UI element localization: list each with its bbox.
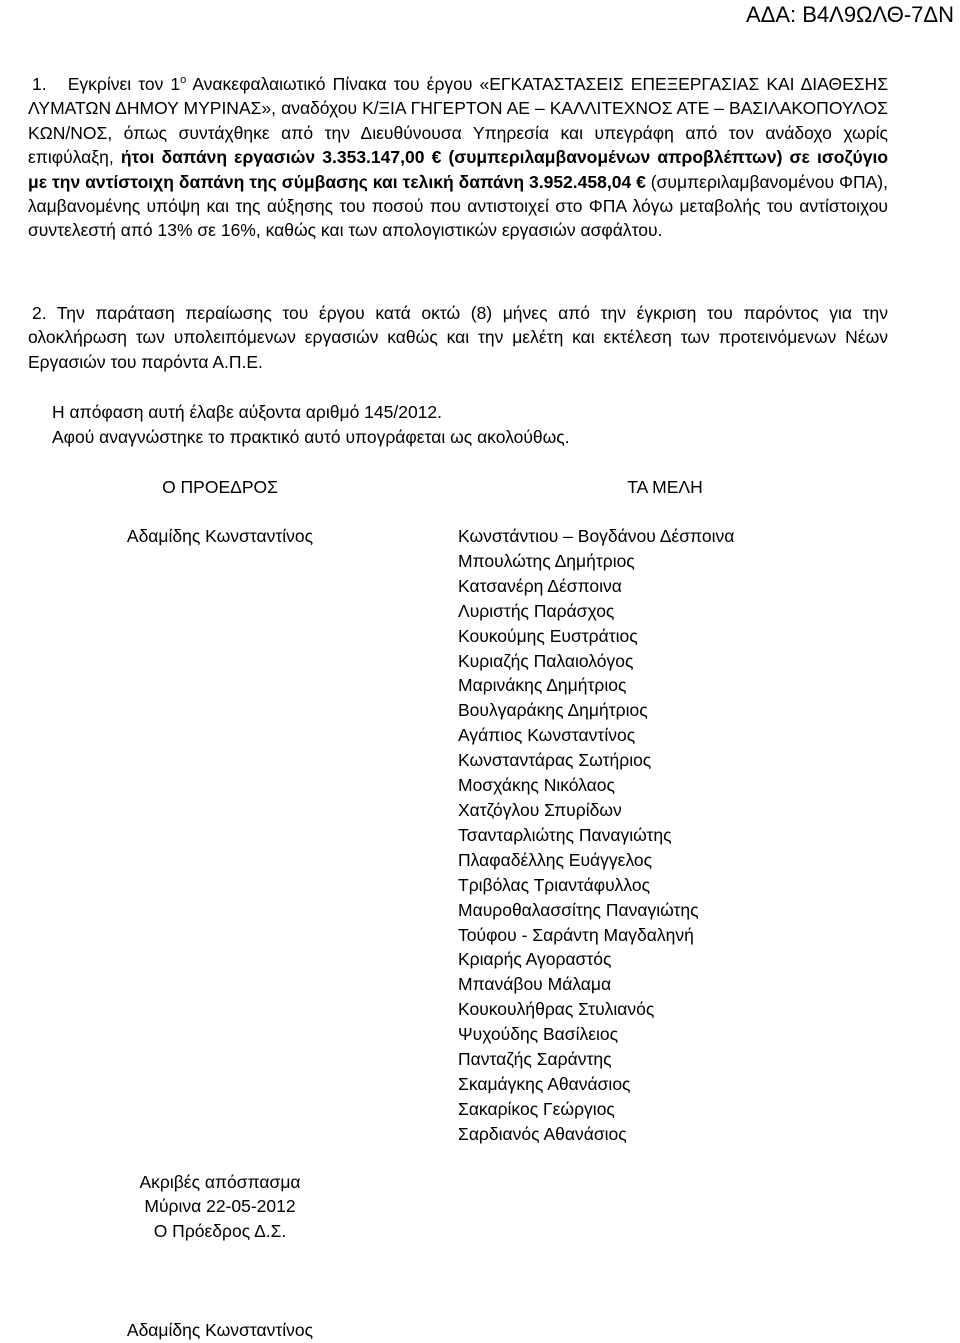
item-2-paragraph [28, 301, 888, 374]
closing-statement: Αφού αναγνώστηκε το πρακτικό αυτό υπογράφεται ως ακολούθως. [52, 427, 570, 447]
item-1-text-a: Εγκρίνει τον 1 [67, 74, 181, 94]
member-name: Πανταζής Σαράντης [458, 1049, 612, 1070]
extract-label: Ακριβές απόσπασμα [139, 1172, 301, 1192]
member-name: Μαυροθαλασσίτης Παναγιώτης [458, 899, 699, 920]
president-name: Αδαμίδης Κωνσταντίνος [126, 526, 314, 546]
ada-code: ΑΔΑ: Β4Λ9ΩΛΘ-7ΔΝ [745, 2, 954, 27]
member-name: Κωνστάντιου – Βογδάνου Δέσποινα [458, 526, 735, 546]
member-name: Μπανάβου Μάλαμα [458, 974, 612, 995]
extract-block [90, 1170, 350, 1243]
item-1-paragraph [28, 72, 888, 243]
member-name: Κουκούμης Ευστράτιος [458, 625, 638, 646]
member-name: Σαρδιανός Αθανάσιος [458, 1123, 627, 1144]
member-name: Χατζόγλου Σπυρίδων [458, 799, 622, 820]
member-name: Σακαρίκος Γεώργιος [458, 1098, 615, 1119]
member-name: Πλαφαδέλλης Ευάγγελος [458, 849, 653, 870]
member-name: Ψυχούδης Βασίλειος [458, 1024, 619, 1045]
member-name: Κυριαζής Παλαιολόγος [458, 650, 634, 671]
member-name: Αγάπιος Κωνσταντίνος [458, 725, 636, 746]
item-1-bold-amounts: ήτοι δαπάνη εργασιών 3.353.147,00 € (συμπεριλαμβανομένων απροβλέπτων) σε ισοζύγιο με την αντίστοιχη δαπάνη της σύμβασης και τελική δαπάνη 3.952.458,04 € [28, 147, 889, 192]
item-2-text: Την παράταση περαίωσης του έργου κατά οκτώ (8) μήνες από την έγκριση του παρόντος για την ολοκλήρωση των υπολειπόμενων εργασιών καθώς και την μελέτη και εκτέλεση των προτεινόμενων Νέων Εργασιών του παρόντα Α.Π.Ε. [28, 303, 888, 372]
member-name: Κατσανέρη Δέσποινα [458, 575, 622, 596]
item-1-text-b: Ανακεφαλαιωτικό Πίνακα του έργου «ΕΓΚΑΤΑΣΤΑΣΕΙΣ ΕΠΕΞΕΡΓΑΣΙΑΣ ΚΑΙ ΔΙΑΘΕΣΗΣ ΛΥΜΑΤΩΝ ΔΗΜΟΥ ΜΥΡΙΝΑΣ», αναδόχου Κ/ΞΙΑ ΓΗΓΕΡΤΟΝ ΑΕ – ΚΑΛΛΙΤΕΧΝΟΣ ΑΤΕ – ΒΑΣΙΛΑΚΟΠΟΥΛΟΣ ΚΩΝ/ΝΟΣ, όπως συντάχθηκε από την Διευθύνουσα Υπηρεσία και υπεγράφη από τον ανάδοχο χωρίς επιφύλαξη, [28, 74, 889, 168]
member-name: Κριαρής Αγοραστός [458, 949, 612, 970]
member-name: Λυριστής Παράσχος [458, 600, 615, 621]
member-name: Τριβόλας Τριαντάφυλλος [458, 874, 651, 895]
item-1-number: 1. [32, 74, 47, 94]
member-name: Μοσχάκης Νικόλαος [458, 775, 615, 796]
member-name: Μπουλώτης Δημήτριος [458, 550, 635, 571]
extract-president-label: Ο Πρόεδρος Δ.Σ. [153, 1220, 287, 1241]
member-name: Βουλγαράκης Δημήτριος [458, 700, 648, 721]
extract-signer-name: Αδαμίδης Κωνσταντίνος [126, 1320, 314, 1340]
president-title: Ο ΠΡΟΕΔΡΟΣ [162, 477, 278, 497]
item-2-number: 2. [32, 303, 47, 323]
member-name: Κωνσταντάρας Σωτήριος [458, 750, 652, 771]
member-name: Σκαμάγκης Αθανάσιος [458, 1073, 631, 1094]
item-1-superscript: ο [180, 74, 187, 87]
members-list [458, 524, 734, 1147]
member-name: Μαρινάκης Δημήτριος [458, 675, 627, 696]
extract-place-date: Μύρινα 22-05-2012 [144, 1196, 296, 1217]
decision-number: Η απόφαση αυτή έλαβε αύξοντα αριθμό 145/2012. [52, 402, 443, 422]
members-title: ΤΑ ΜΕΛΗ [627, 477, 703, 497]
member-name: Κουκουλήθρας Στυλιανός [458, 999, 655, 1020]
item-1-text-c: (συμπεριλαμβανομένου ΦΠΑ), λαμβανομένης υπόψη και της αύξησης του ποσού που αντιστοιχεί στο ΦΠΑ λόγω μεταβολής του αντίστοιχου συντελεστή από 13% σε 16%, καθώς και των απολογιστικών εργασιών ασφάλτου. [28, 171, 888, 241]
member-name: Τσανταρλιώτης Παναγιώτης [458, 824, 672, 845]
member-name: Τούφου - Σαράντη Μαγδαληνή [458, 924, 694, 945]
